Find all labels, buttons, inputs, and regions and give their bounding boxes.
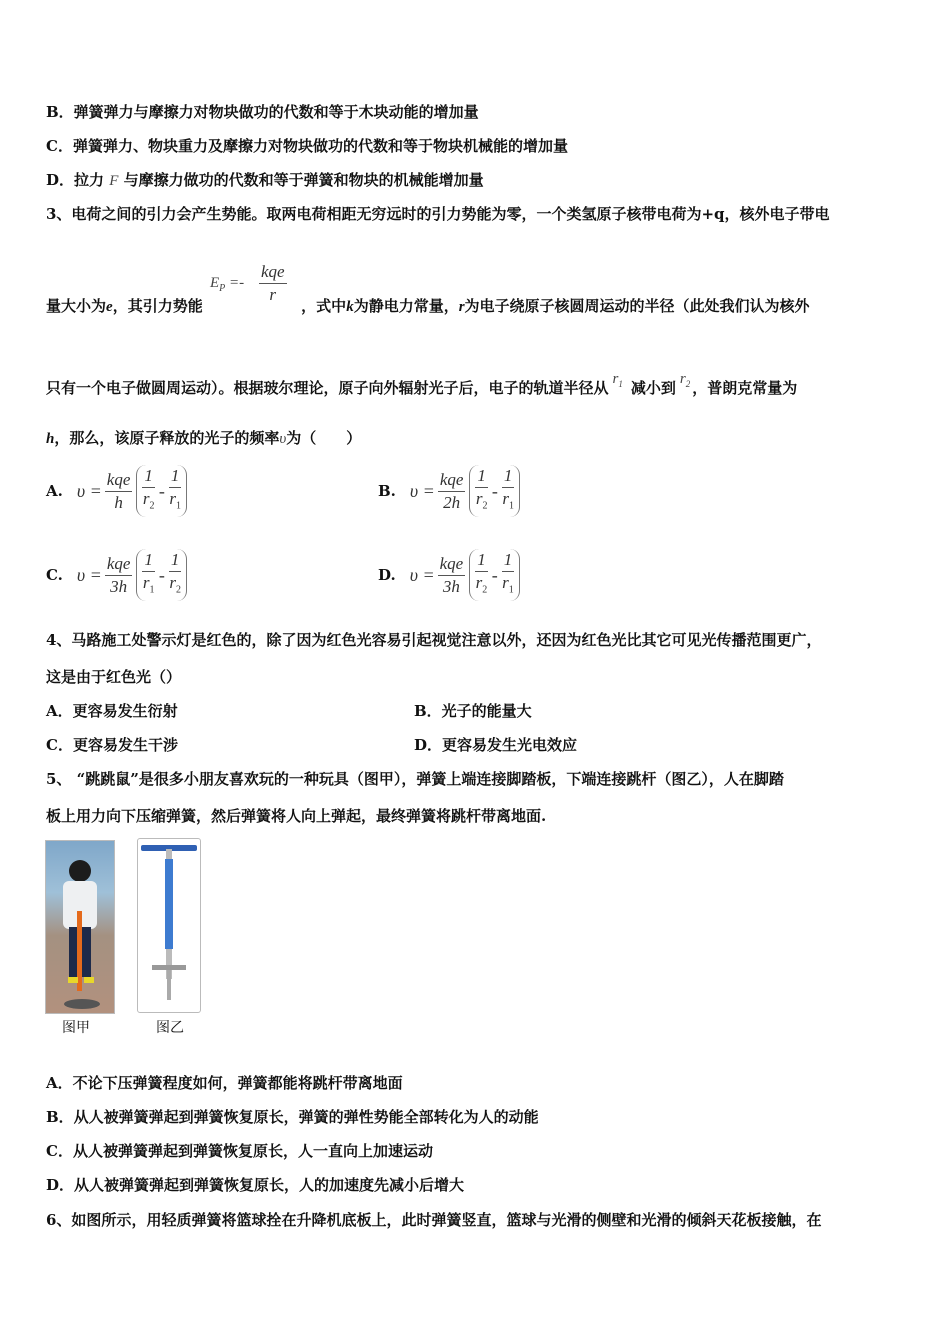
figure-yi-pogo-stick	[137, 838, 201, 1013]
potential-energy-formula: $E_P$ =- kqe r	[209, 262, 285, 304]
q5-stem-line1: 5、 “跳跳鼠”是很多小朋友喜欢玩的一种玩具（图甲），弹簧上端连接脚踏板，下端连接跳杆（图乙），人在脚踏	[46, 770, 784, 788]
q4-option-a[interactable]: A．更容易发生衍射	[46, 702, 178, 720]
caption-figure-jia: 图甲	[62, 1020, 90, 1036]
q3-option-c[interactable]: C. υ = $\frac{\text{kqe}}{3h}$ $\frac{1}{r_1}$ - $\frac{1}{r_2}$	[46, 549, 187, 601]
q5-stem-line2: 板上用力向下压缩弹簧，然后弹簧将人向上弹起，最终弹簧将跳杆带离地面.	[46, 807, 547, 825]
q3-stem-line3: 只有一个电子做圆周运动）。根据玻尔理论，原子向外辐射光子后，电子的轨道半径从 $r_1$ 减小到 $r_2$ ，普朗克常量为	[46, 371, 798, 397]
q4-option-b[interactable]: B．光子的能量大	[414, 702, 532, 720]
q4-stem-line1: 4、马路施工处警示灯是红色的，除了因为红色光容易引起视觉注意以外，还因为红色光比其它可见光传播范围更广，	[46, 631, 822, 649]
q5-option-b[interactable]: B．从人被弹簧弹起到弹簧恢复原长，弹簧的弹性势能全部转化为人的动能	[46, 1108, 539, 1126]
q2-option-b: B．弹簧弹力与摩擦力对物块做功的代数和等于木块动能的增加量	[46, 103, 479, 121]
q2-option-d: D．拉力 F 与摩擦力做功的代数和等于弹簧和物块的机械能增加量	[46, 171, 484, 189]
q2-option-c: C．弹簧弹力、物块重力及摩擦力对物块做功的代数和等于物块机械能的增加量	[46, 137, 568, 155]
q4-option-d[interactable]: D．更容易发生光电效应	[414, 736, 578, 754]
q3-option-a[interactable]: A. υ = $\frac{\text{kqe}}{h}$ $\frac{1}{r_2}$ - $\frac{1}{r_1}$	[46, 465, 187, 517]
q5-option-d[interactable]: D．从人被弹簧弹起到弹簧恢复原长，人的加速度先减小后增大	[46, 1176, 465, 1194]
q4-stem-line2: 这是由于红色光（）	[46, 668, 182, 686]
q3-stem-line2: 量大小为e，其引力势能 $E_P$ =- kqe r ，式中k为静电力常量，r为电子绕原子核圆周运动的半径（此处我们认为核外	[46, 262, 810, 315]
q3-option-d[interactable]: D. υ = $\frac{\text{kqe}}{3h}$ $\frac{1}{r_2}$ - $\frac{1}{r_1}$	[378, 549, 520, 601]
q5-option-a[interactable]: A．不论下压弹簧程度如何，弹簧都能将跳杆带离地面	[46, 1074, 403, 1092]
q3-option-b[interactable]: B. υ = $\frac{\text{kqe}}{2h}$ $\frac{1}{r_2}$ - $\frac{1}{r_1}$	[378, 465, 520, 517]
q3-stem-line1: 3、电荷之间的引力会产生势能。取两电荷相距无穷远时的引力势能为零，一个类氢原子核带电荷为+q，核外电子带电	[46, 205, 830, 223]
figure-jia-child-on-pogo-stick	[45, 840, 115, 1014]
caption-figure-yi: 图乙	[156, 1020, 184, 1036]
q5-option-c[interactable]: C．从人被弹簧弹起到弹簧恢复原长，人一直向上加速运动	[46, 1142, 433, 1160]
q4-option-c[interactable]: C．更容易发生干涉	[46, 736, 178, 754]
q6-stem-line1: 6、如图所示，用轻质弹簧将篮球拴在升降机底板上，此时弹簧竖直，篮球与光滑的侧壁和光滑的倾斜天花板接触，在	[46, 1211, 822, 1229]
q3-stem-line4: h，那么，该原子释放的光子的频率υ为（ ）	[46, 429, 362, 447]
